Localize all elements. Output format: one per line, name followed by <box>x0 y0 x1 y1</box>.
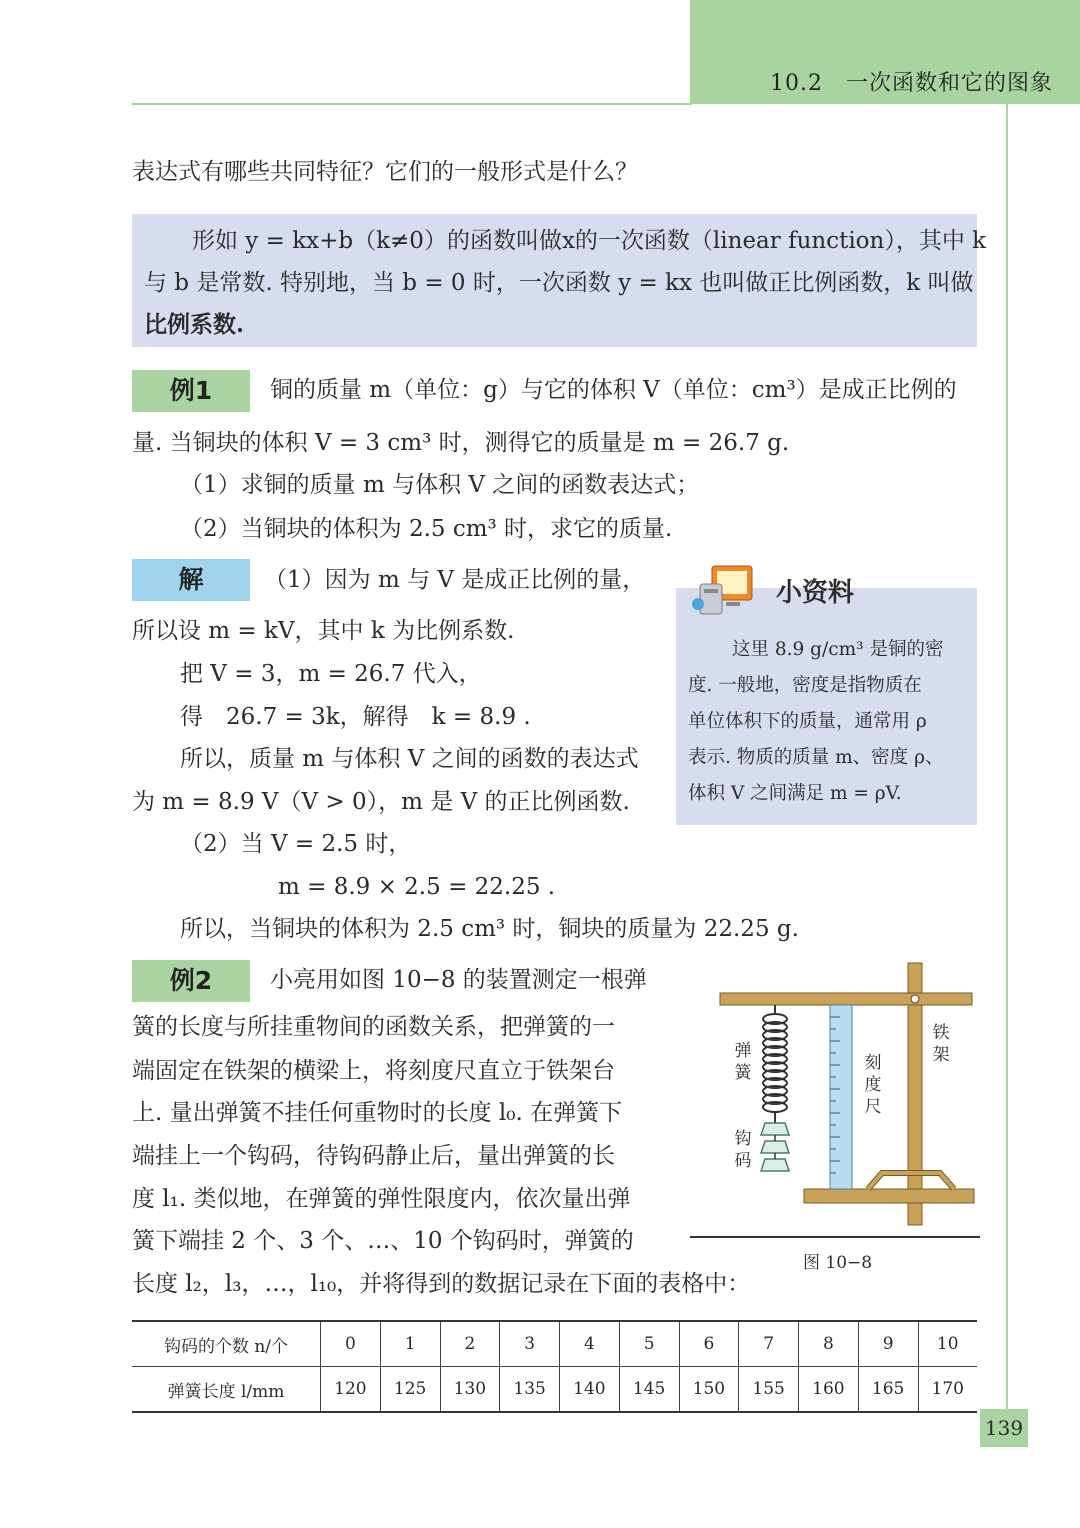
example2-tag: 例2 <box>132 960 250 1002</box>
example1-question-1: （1）求铜的质量 m 与体积 V 之间的函数表达式； <box>180 472 700 498</box>
row-header-count: 钩码的个数 n/个 <box>132 1321 321 1367</box>
header-rule <box>132 103 692 105</box>
table-cell: 150 <box>679 1367 739 1413</box>
info-line-3: 单位体积下的质量，通常用 ρ <box>688 711 927 732</box>
example2-line-4: 上. 量出弹簧不挂任何重物时的长度 l₀. 在弹簧下 <box>132 1100 623 1126</box>
spring-apparatus-figure <box>690 955 990 1245</box>
table-cell: 130 <box>440 1367 500 1413</box>
ruler-label: 刻度尺 <box>864 1053 882 1117</box>
info-line-1: 这里 8.9 g/cm³ 是铜的密 <box>732 639 944 660</box>
table-cell: 5 <box>619 1321 679 1367</box>
example2-line-6: 度 l₁. 类似地，在弹簧的弹性限度内，依次量出弹 <box>132 1186 631 1212</box>
solution-line-7: （2）当 V = 2.5 时， <box>180 831 412 857</box>
example2-line-8: 长度 l₂，l₃，…，l₁₀，并将得到的数据记录在下面的表格中： <box>132 1271 751 1297</box>
table-cell: 135 <box>500 1367 560 1413</box>
table-cell: 4 <box>560 1321 620 1367</box>
example2-line-5: 端挂上一个钩码，待钩码静止后，量出弹簧的长 <box>132 1143 615 1169</box>
definition-line-3: 比例系数. <box>144 311 245 338</box>
table-cell: 3 <box>500 1321 560 1367</box>
definition-line-2: 与 b 是常数. 特别地，当 b = 0 时，一次函数 y = kx 也叫做正比例函数，k 叫做 <box>144 270 974 296</box>
table-cell: 165 <box>858 1367 918 1413</box>
section-title: 10.2 一次函数和它的图象 <box>770 71 1053 96</box>
row-header-length: 弹簧长度 l/mm <box>132 1367 321 1413</box>
solution-line-5: 所以，质量 m 与体积 V 之间的函数的表达式 <box>180 746 639 772</box>
computer-icon <box>690 560 770 622</box>
intro-line: 表达式有哪些共同特征？它们的一般形式是什么？ <box>132 159 638 185</box>
info-line-5: 体积 V 之间满足 m = ρV. <box>688 783 902 804</box>
example1-question-2: （2）当铜块的体积为 2.5 cm³ 时，求它的质量. <box>180 516 673 542</box>
margin-rule <box>1006 104 1008 1424</box>
info-title: 小资料 <box>776 578 855 608</box>
table-cell: 2 <box>440 1321 500 1367</box>
solution-line-1: （1）因为 m 与 V 是成正比例的量， <box>264 567 646 593</box>
table-cell: 9 <box>858 1321 918 1367</box>
solution-line-3: 把 V = 3，m = 26.7 代入， <box>180 661 482 687</box>
table-row <box>132 1321 977 1367</box>
example1-line-2: 量. 当铜块的体积 V = 3 cm³ 时，测得它的质量是 m = 26.7 g. <box>132 430 790 456</box>
example2-line-2: 簧的长度与所挂重物间的函数关系，把弹簧的一 <box>132 1014 615 1040</box>
table-cell: 10 <box>918 1321 977 1367</box>
example1-line-1: 铜的质量 m（单位：g）与它的体积 V（单位：cm³）是成正比例的 <box>270 377 957 403</box>
table-row <box>132 1367 977 1413</box>
table-cell: 1 <box>380 1321 440 1367</box>
definition-box <box>132 214 987 347</box>
table-cell: 140 <box>560 1367 620 1413</box>
page-number: 139 <box>980 1409 1028 1447</box>
info-line-2: 度. 一般地，密度是指物质在 <box>688 675 922 696</box>
example1-tag: 例1 <box>132 370 250 412</box>
table-cell: 145 <box>619 1367 679 1413</box>
solution-tag: 解 <box>132 559 250 601</box>
table-cell: 170 <box>918 1367 977 1413</box>
info-line-4: 表示. 物质的质量 m、密度 ρ、 <box>688 747 944 768</box>
table-cell: 155 <box>739 1367 799 1413</box>
table-cell: 6 <box>679 1321 739 1367</box>
stand-label: 铁架 <box>932 1023 950 1065</box>
example2-line-3: 端固定在铁架的横梁上，将刻度尺直立于铁架台 <box>132 1058 615 1084</box>
example2-line-1: 小亮用如图 10−8 的装置测定一根弹 <box>270 967 647 993</box>
table-cell: 120 <box>321 1367 381 1413</box>
spring-label: 弹簧 <box>734 1041 752 1083</box>
data-table <box>132 1320 977 1413</box>
solution-line-9: 所以，当铜块的体积为 2.5 cm³ 时，铜块的质量为 22.25 g. <box>180 916 799 942</box>
table-cell: 0 <box>321 1321 381 1367</box>
table-cell: 160 <box>799 1367 859 1413</box>
table-cell: 7 <box>739 1321 799 1367</box>
solution-line-6: 为 m = 8.9 V（V > 0），m 是 V 的正比例函数. <box>132 789 630 815</box>
solution-line-4: 得 26.7 = 3k，解得 k = 8.9 . <box>180 704 531 730</box>
figure-caption: 图 10−8 <box>803 1253 873 1273</box>
table-cell: 125 <box>380 1367 440 1413</box>
table-cell: 8 <box>799 1321 859 1367</box>
solution-line-2: 所以设 m = kV，其中 k 为比例系数. <box>132 618 515 644</box>
weight-label: 钩码 <box>734 1129 752 1171</box>
example2-line-7: 簧下端挂 2 个、3 个、…、10 个钩码时，弹簧的 <box>132 1228 634 1254</box>
definition-line-1: 形如 y = kx+b（k≠0）的函数叫做x的一次函数（linear function），其中 k <box>192 228 987 254</box>
solution-line-8: m = 8.9 × 2.5 = 22.25 . <box>278 874 556 900</box>
